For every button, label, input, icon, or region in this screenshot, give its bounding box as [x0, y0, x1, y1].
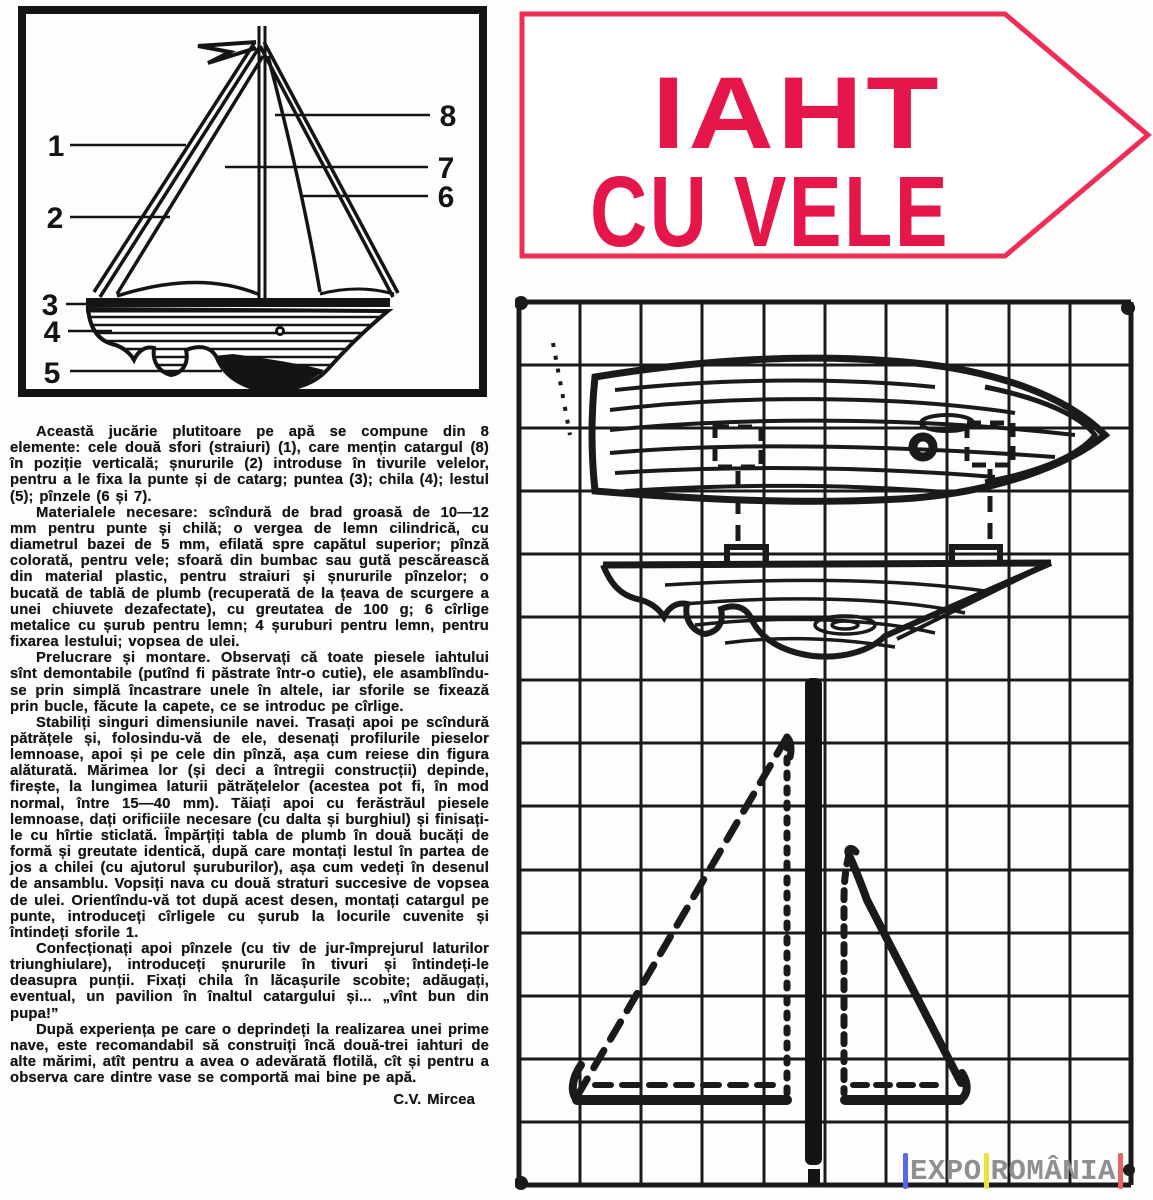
mast-drawing	[259, 26, 265, 298]
article-text-column	[10, 424, 489, 1109]
part-label-8: 8	[439, 100, 457, 133]
part-label-2: 2	[46, 202, 64, 235]
paragraph-dimensions: Stabiliți singuri dimensiunile navei. Trasați apoi pe scîndură pătrățele și, folosindu-vă de ele, desenați profilurile pieselor lemnoase, apoi și pe cele din pînză, așa cum reiese din figura alăturată. Mărimea lor (și deci a întregii construcții) depinde, firește, la lungimea laturii pătrățelelor (acestea pot fi, în mod normal, între 15—40 mm). Tăiați apoi cu ferăstrăul piesele lemnoase, dați orificiile necesare (cu dalta și burghiul) și finisați-le cu hîrtie sticlată. Împărțiți tabla de plumb în două bucăți de formă și greutate identică, după care montați lestul în partea de jos a chilei (cu ajutorul șuruburilor), așa cum vedeți în desenul de ansamblu. Vopsiți nava cu două straturi succesive de vopsea de ulei. Orientîndu-vă tot după acest desen, montați catargul pe punte, introduceți cîrligele cu șurub la locurile cuvenite și întindeți sforile 1.	[10, 714, 489, 941]
banner-title-line2: CU VELE	[590, 156, 950, 262]
expo-romania-watermark	[903, 1152, 1123, 1190]
deck-bar	[86, 298, 390, 307]
part-label-5: 5	[43, 357, 61, 390]
watermark-word-expo: EXPO	[910, 1154, 982, 1188]
backstay-and-aftsail	[260, 42, 398, 297]
part-label-6: 6	[437, 181, 455, 214]
part-label-4: 4	[43, 316, 61, 349]
flag-bar-red	[1118, 1153, 1123, 1189]
construction-plan-figure	[515, 295, 1137, 1197]
mast-hole	[913, 437, 933, 457]
paragraph-advice: După experiența pe care o deprindeți la realizarea unei prime nave, este recomandabil să construiți încă două-trei iahturi de alte mărimi, atît pentru a avea o adevărată flotilă, cît și pentru a observa care dintre vase se comportă mai bine pe apă.	[10, 1021, 489, 1087]
mast-plan	[805, 678, 822, 1185]
author-signature: C.V. Mircea	[393, 1092, 475, 1109]
part-label-1: 1	[47, 130, 65, 163]
watermark-word-romania: ROMÂNIA	[990, 1154, 1116, 1188]
hull-drawing	[78, 309, 398, 391]
forestay-and-jib	[94, 42, 263, 297]
deck-plan-view	[592, 358, 1105, 501]
paragraph-intro: Această jucărie plutitoare pe apă se compune din 8 elemente: cele două sfori (straiuri) (1), care mențin catargul (8) în poziție verticală; șnururile (2) introduse în tivurile velelor, pentru a le fixa la punte și de catarg; puntea (3); chila (4); lestul (5); pînzele (6 și 7).	[10, 424, 489, 505]
yacht-assembly-figure	[18, 6, 488, 398]
paragraph-assembly: Prelucrare și montare. Observați că toate piesele iahtului sînt demontabile (putînd fi păstrate într-o cutie), ele asamblîndu-se prin simplă încastrare unele în altele, iar sforile se fixează prin bucle, făcute la capete, ce se introduc pe cîrlige.	[10, 650, 489, 715]
paragraph-sails: Confecționați apoi pînzele (cu tiv de jur-împrejurul laturilor triunghiulare), introduceți șnururile în tivuri și întindeți-le deasupra punții. Fixați chila în lăcașurile scobite; adăugați, eventual, un pavilion în înaltul catargului și... „vînt bun din pupa!”	[10, 941, 489, 1022]
hull-hole	[277, 328, 284, 335]
title-banner	[515, 6, 1153, 262]
paragraph-materials: Materialele necesare: scîndură de brad groasă de 10—12 mm pentru punte și chilă; o vergea de lemn cilindrică, cu diametrul bazei de 5 mm, efilată spre capătul superior; pînză colorată, pentru vele; sfoară din bumbac sau gută pescărească din material plastic, pentru straiuri și șnururile pînzelor; o bucată de tablă de plumb (recuperată de la țeava de scurgere a unei chiuvete dezafectate), cu greutatea de 100 g; 6 cîrlige metalice cu șurub pentru lemn; 4 șuruburi pentru lemn, pentru fixarea lestului; vopsea de ulei.	[10, 504, 489, 651]
banner-title-line1: IAHT	[652, 56, 942, 170]
large-sail-pattern	[573, 737, 791, 1100]
hull-side-view	[603, 547, 1051, 657]
paragraph-lead: Materialele necesare:	[36, 504, 209, 521]
paragraph-lead: Prelucrare și montare.	[36, 650, 221, 667]
part-label-7: 7	[437, 152, 455, 185]
part-label-3: 3	[41, 289, 59, 322]
